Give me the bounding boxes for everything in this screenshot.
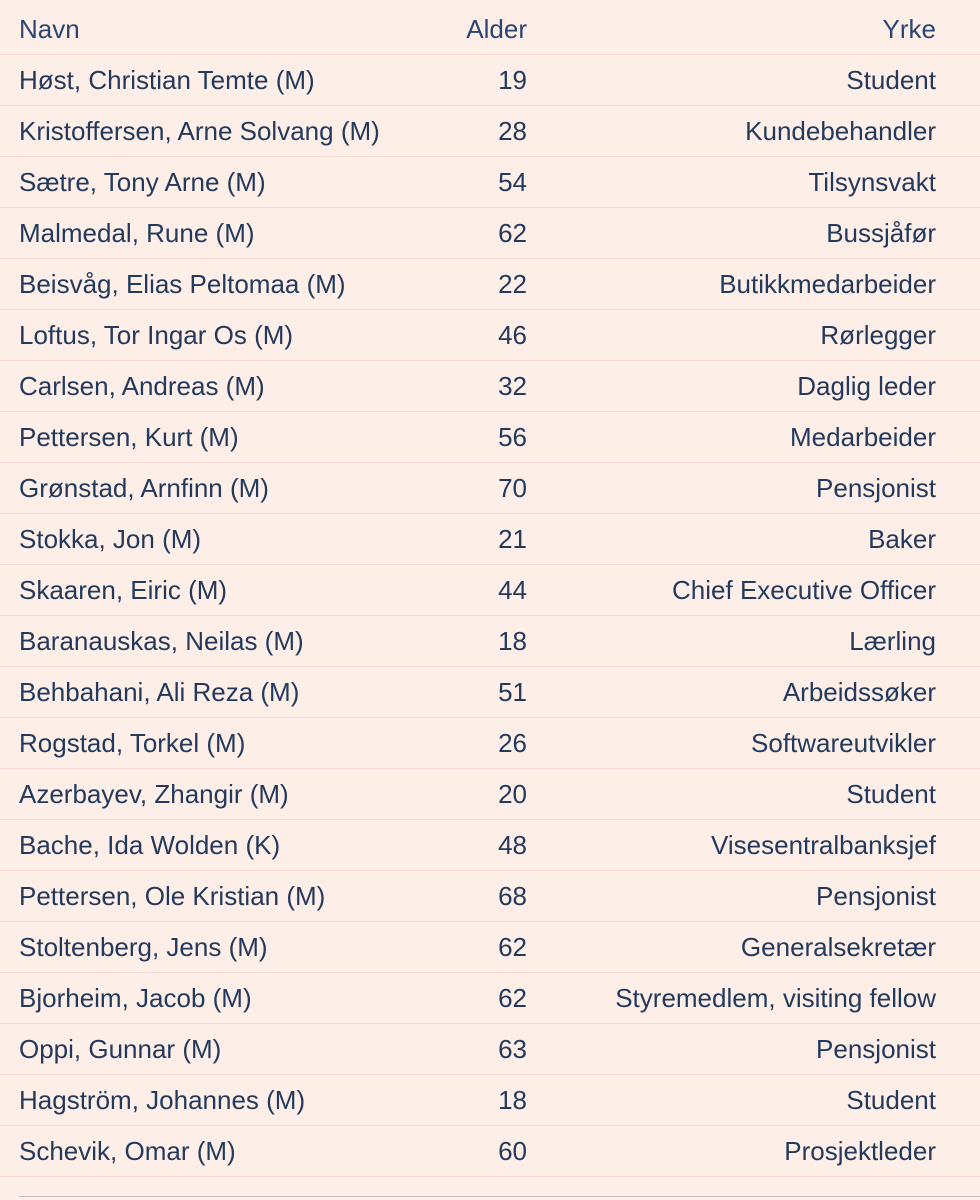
cell-name: Carlsen, Andreas (M) <box>19 371 265 401</box>
column-header-name[interactable]: Navn <box>19 14 80 44</box>
table-row <box>0 616 980 667</box>
cell-job: Rørlegger <box>820 320 936 350</box>
cell-job: Daglig leder <box>797 371 936 401</box>
column-header-age[interactable]: Alder <box>466 14 527 44</box>
table-row <box>0 55 980 106</box>
cell-job: Student <box>846 779 936 809</box>
cell-job: Student <box>846 1085 936 1115</box>
cell-job: Medarbeider <box>790 422 936 452</box>
cell-job: Softwareutvikler <box>751 728 936 758</box>
cell-name: Hagström, Johannes (M) <box>19 1085 306 1115</box>
cell-name: Pettersen, Ole Kristian (M) <box>19 881 326 911</box>
cell-name: Pettersen, Kurt (M) <box>19 422 239 452</box>
cell-age: 20 <box>498 779 527 809</box>
table-row <box>0 412 980 463</box>
cell-name: Bache, Ida Wolden (K) <box>19 830 281 860</box>
cell-age: 62 <box>498 932 527 962</box>
cell-age: 28 <box>498 116 527 146</box>
cell-job: Pensjonist <box>816 881 936 911</box>
table-row <box>0 463 980 514</box>
table-row <box>0 769 980 820</box>
cell-age: 54 <box>498 167 527 197</box>
cell-age: 51 <box>498 677 527 707</box>
cell-age: 48 <box>498 830 527 860</box>
cell-age: 19 <box>498 65 527 95</box>
table-row <box>0 1075 980 1126</box>
cell-job: Pensjonist <box>816 473 936 503</box>
table-row <box>0 718 980 769</box>
table-row <box>0 667 980 718</box>
table-row <box>0 922 980 973</box>
table-row <box>0 259 980 310</box>
cell-job: Student <box>846 65 936 95</box>
cell-age: 62 <box>498 218 527 248</box>
cell-job: Prosjektleder <box>784 1136 936 1166</box>
cell-age: 26 <box>498 728 527 758</box>
table-row <box>0 820 980 871</box>
cell-age: 56 <box>498 422 527 452</box>
table-row <box>0 310 980 361</box>
cell-age: 18 <box>498 626 527 656</box>
cell-name: Sætre, Tony Arne (M) <box>19 167 266 197</box>
cell-job: Arbeidssøker <box>782 677 936 707</box>
cell-name: Behbahani, Ali Reza (M) <box>19 677 300 707</box>
cell-job: Chief Executive Officer <box>672 575 936 605</box>
cell-job: Lærling <box>849 626 936 656</box>
cell-age: 68 <box>498 881 527 911</box>
table-row <box>0 208 980 259</box>
table-body <box>0 55 980 1177</box>
table-row <box>0 973 980 1024</box>
cell-name: Rogstad, Torkel (M) <box>19 728 246 758</box>
cell-job: Butikkmedarbeider <box>719 269 936 299</box>
cell-name: Azerbayev, Zhangir (M) <box>19 779 289 809</box>
cell-name: Skaaren, Eiric (M) <box>19 575 228 605</box>
table-row <box>0 1126 980 1177</box>
cell-name: Schevik, Omar (M) <box>19 1136 236 1166</box>
column-header-job[interactable]: Yrke <box>882 14 936 44</box>
cell-job: Tilsynsvakt <box>808 167 936 197</box>
cell-job: Bussjåfør <box>826 218 936 248</box>
table-row <box>0 157 980 208</box>
cell-age: 44 <box>498 575 527 605</box>
cell-name: Malmedal, Rune (M) <box>19 218 255 248</box>
cell-name: Loftus, Tor Ingar Os (M) <box>19 320 294 350</box>
cell-job: Visesentralbanksjef <box>711 830 936 860</box>
cell-age: 60 <box>498 1136 527 1166</box>
table-bottom-divider <box>19 1196 980 1197</box>
table-row <box>0 871 980 922</box>
cell-name: Oppi, Gunnar (M) <box>19 1034 222 1064</box>
cell-age: 32 <box>498 371 527 401</box>
cell-age: 70 <box>498 473 527 503</box>
cell-name: Kristoffersen, Arne Solvang (M) <box>19 116 380 146</box>
table-header <box>0 0 980 55</box>
table-row <box>0 565 980 616</box>
cell-name: Høst, Christian Temte (M) <box>19 65 315 95</box>
cell-job: Kundebehandler <box>745 116 936 146</box>
cell-job: Generalsekretær <box>740 932 936 962</box>
table-row <box>0 361 980 412</box>
cell-name: Beisvåg, Elias Peltomaa (M) <box>19 269 346 299</box>
table-row <box>0 514 980 565</box>
table-row <box>0 1024 980 1075</box>
cell-job: Styremedlem, visiting fellow <box>615 983 936 1013</box>
cell-age: 21 <box>498 524 527 554</box>
cell-age: 46 <box>498 320 527 350</box>
cell-job: Pensjonist <box>816 1034 936 1064</box>
cell-age: 22 <box>498 269 527 299</box>
cell-name: Baranauskas, Neilas (M) <box>19 626 304 656</box>
cell-job: Baker <box>868 524 936 554</box>
cell-age: 18 <box>498 1085 527 1115</box>
cell-name: Stoltenberg, Jens (M) <box>19 932 268 962</box>
table-row <box>0 106 980 157</box>
cell-name: Stokka, Jon (M) <box>19 524 202 554</box>
cell-name: Bjorheim, Jacob (M) <box>19 983 252 1013</box>
cell-age: 62 <box>498 983 527 1013</box>
cell-name: Grønstad, Arnfinn (M) <box>19 473 269 503</box>
cell-age: 63 <box>498 1034 527 1064</box>
